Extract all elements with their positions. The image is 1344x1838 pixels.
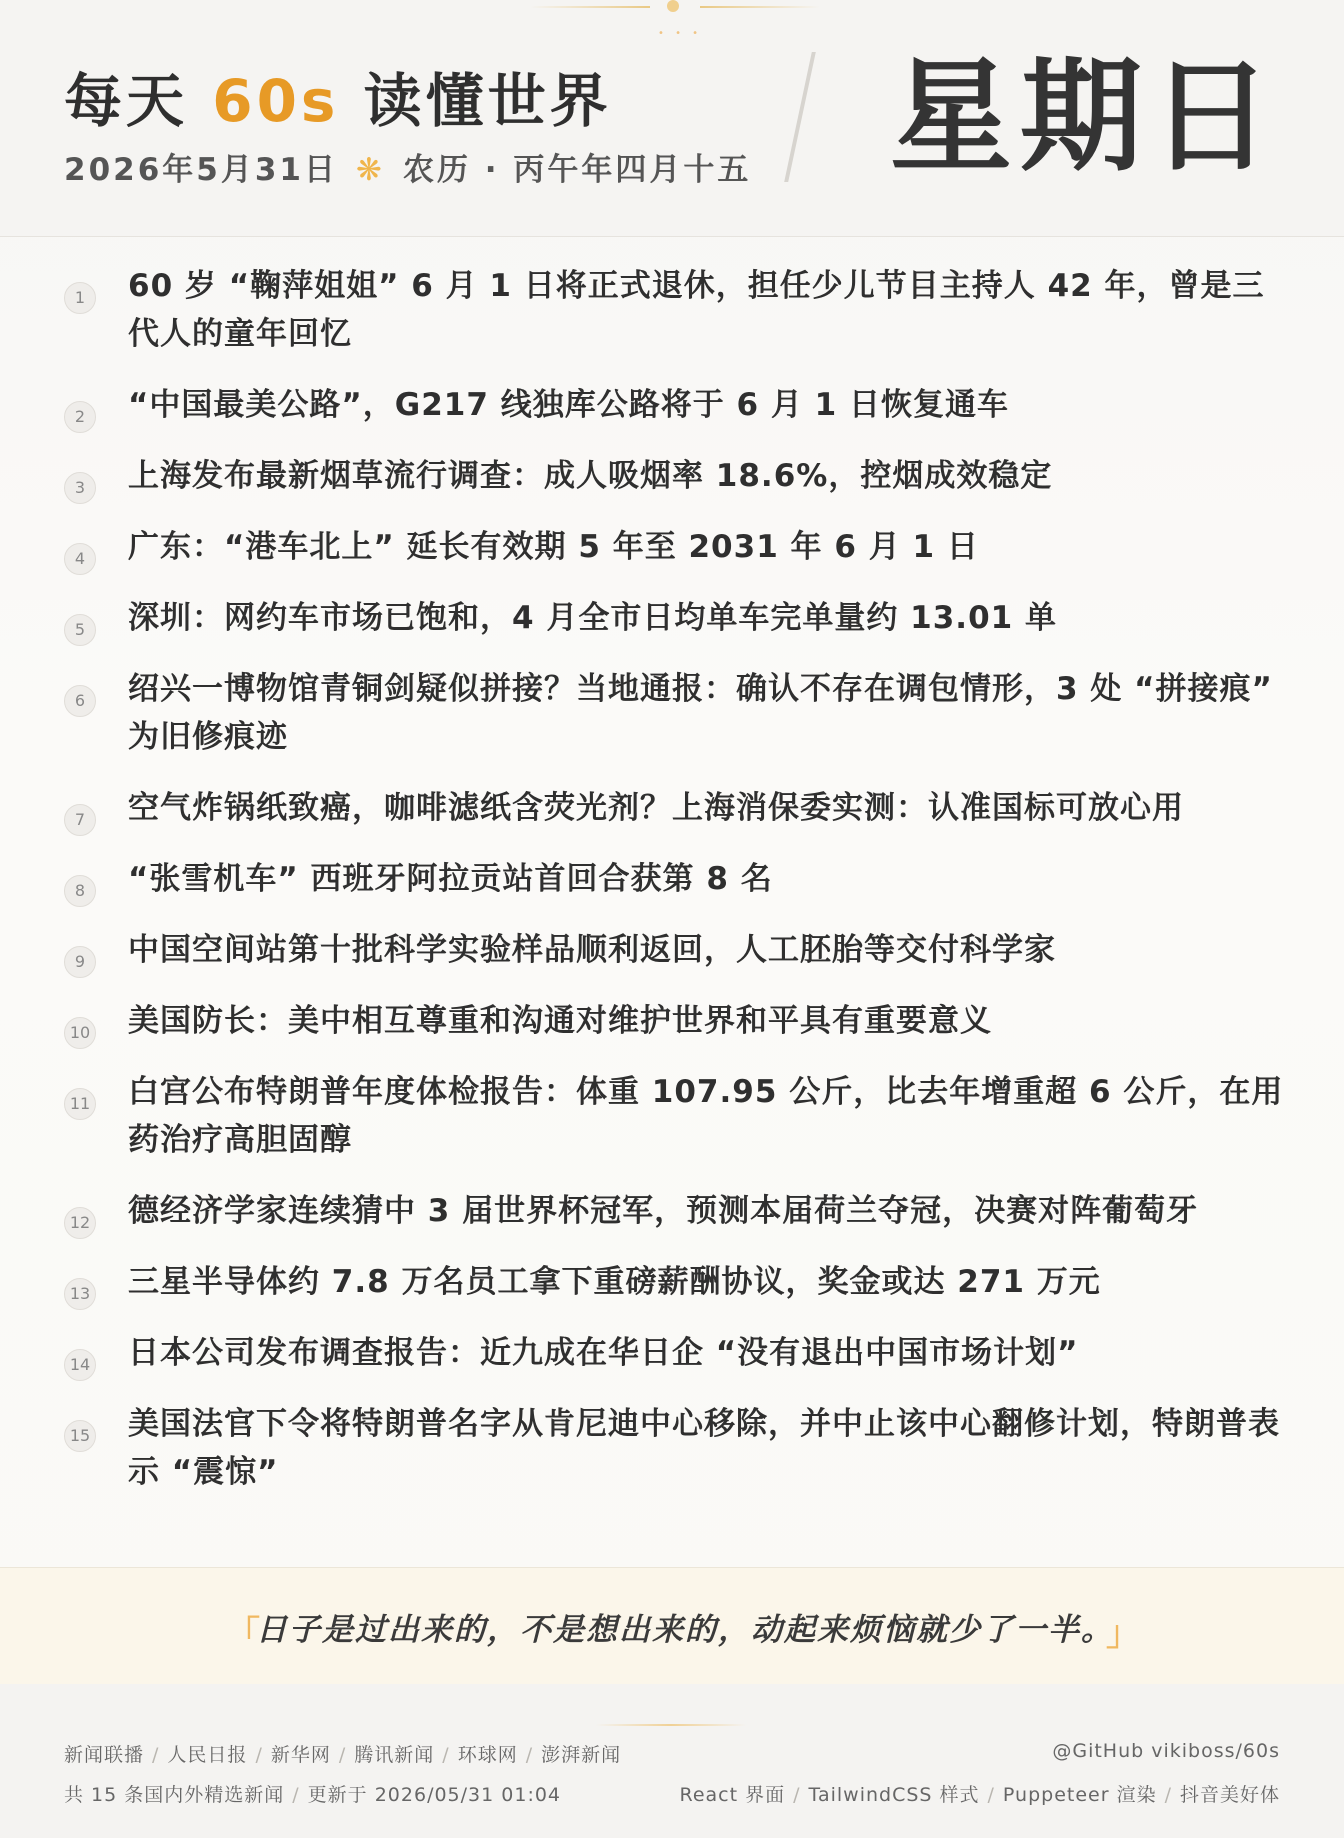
separator: / (793, 1784, 801, 1806)
news-number-badge: 5 (64, 614, 96, 646)
news-number-badge: 4 (64, 543, 96, 575)
news-item[interactable] (0, 1068, 1344, 1164)
separator: / (292, 1784, 300, 1806)
title-prefix: 每天 (64, 67, 189, 135)
news-headline: 深圳：网约车市场已饱和，4 月全市日均单车完单量约 13.01 单 (128, 600, 1058, 636)
header (0, 0, 1344, 237)
ornament-dots: • • • (658, 28, 703, 39)
separator: / (1164, 1784, 1172, 1806)
news-headline: “张雪机车” 西班牙阿拉贡站首回合获第 8 名 (128, 861, 773, 897)
title-suffix: 读懂世界 (363, 67, 612, 135)
top-ornament (530, 0, 820, 40)
footer (0, 1684, 1344, 1838)
news-item[interactable] (0, 594, 1344, 642)
star-icon: ❋ (356, 152, 385, 188)
tech-row (679, 1780, 1280, 1807)
news-headline: 绍兴一博物馆青铜剑疑似拼接？当地通报：确认不存在调包情形，3 处 “拼接痕” 为旧修痕迹 (128, 671, 1273, 755)
ornament-dot (667, 0, 679, 12)
news-number-badge: 14 (64, 1349, 96, 1381)
github-link[interactable]: @GitHub vikiboss/60s (1052, 1740, 1280, 1762)
news-headline: “中国最美公路”，G217 线独库公路将于 6 月 1 日恢复通车 (128, 387, 1010, 423)
tech-item: Puppeteer 渲染 (1002, 1784, 1157, 1806)
news-headline: 空气炸锅纸致癌，咖啡滤纸含荧光剂？上海消保委实测：认准国标可放心用 (128, 790, 1184, 826)
tech-item: 抖音美好体 (1179, 1784, 1280, 1806)
news-number-badge: 10 (64, 1017, 96, 1049)
news-headline: 上海发布最新烟草流行调查：成人吸烟率 18.6%，控烟成效稳定 (128, 458, 1053, 494)
news-item[interactable] (0, 665, 1344, 761)
date-row (64, 144, 751, 189)
news-headline: 美国法官下令将特朗普名字从肯尼迪中心移除，并中止该中心翻修计划，特朗普表示 “震惊” (128, 1406, 1280, 1490)
quote-text: 日子是过出来的，不是想出来的，动起来烦恼就少了一半。 (256, 1612, 1114, 1648)
updated-time: 更新于 2026/05/31 01:04 (307, 1784, 562, 1806)
news-headline: 美国防长：美中相互尊重和沟通对维护世界和平具有重要意义 (128, 1003, 992, 1039)
separator: / (338, 1744, 347, 1766)
news-item[interactable] (0, 1187, 1344, 1235)
source-name: 新闻联播 (64, 1744, 145, 1766)
source-name: 新华网 (270, 1744, 331, 1766)
footer-ornament (596, 1724, 746, 1726)
ornament-line-right (700, 6, 820, 8)
source-name: 澎湃新闻 (541, 1744, 622, 1766)
meta-row (64, 1780, 561, 1807)
news-number-badge: 3 (64, 472, 96, 504)
source-name: 人民日报 (167, 1744, 248, 1766)
news-number-badge: 8 (64, 875, 96, 907)
news-number-badge: 9 (64, 946, 96, 978)
news-number-badge: 12 (64, 1207, 96, 1239)
quote-band (0, 1567, 1344, 1685)
news-item[interactable] (0, 926, 1344, 974)
page-title (64, 54, 612, 138)
lunar-date: 农历 · 丙午年四月十五 (402, 152, 752, 188)
news-item[interactable] (0, 523, 1344, 571)
news-item[interactable] (0, 1329, 1344, 1377)
separator: / (987, 1784, 995, 1806)
separator: / (442, 1744, 450, 1766)
news-item[interactable] (0, 997, 1344, 1045)
title-accent: 60s (212, 67, 340, 135)
news-number-badge: 7 (64, 804, 96, 836)
news-headline: 白宫公布特朗普年度体检报告：体重 107.95 公斤，比去年增重超 6 公斤，在用药治疗高胆固醇 (128, 1074, 1284, 1158)
separator: / (525, 1744, 534, 1766)
separator: / (152, 1744, 160, 1766)
news-number-badge: 6 (64, 685, 96, 717)
tech-item: TailwindCSS 样式 (808, 1784, 980, 1806)
news-number-badge: 2 (64, 401, 96, 433)
news-headline: 日本公司发布调查报告：近九成在华日企 “没有退出中国市场计划” (128, 1335, 1079, 1371)
news-item[interactable] (0, 1258, 1344, 1306)
news-headline: 60 岁 “鞠萍姐姐” 6 月 1 日将正式退休，担任少儿节目主持人 42 年，曾是三代人的童年回忆 (128, 268, 1265, 352)
news-number-badge: 11 (64, 1088, 96, 1120)
news-number-badge: 15 (64, 1420, 96, 1452)
news-headline: 中国空间站第十批科学实验样品顺利返回，人工胚胎等交付科学家 (128, 932, 1056, 968)
news-item[interactable] (0, 452, 1344, 500)
news-headline: 德经济学家连续猜中 3 届世界杯冠军，预测本届荷兰夺冠，决赛对阵葡萄牙 (128, 1193, 1199, 1229)
sources-row (64, 1740, 621, 1767)
news-item[interactable] (0, 381, 1344, 429)
quote-close-mark: 」 (1106, 1614, 1140, 1654)
news-number-badge: 13 (64, 1278, 96, 1310)
news-item[interactable] (0, 1400, 1344, 1496)
news-list (0, 262, 1344, 1519)
news-item[interactable] (0, 784, 1344, 832)
gregorian-date: 2026年5月31日 (64, 152, 338, 188)
weekday: 星期日 (890, 46, 1280, 188)
tech-item: React 界面 (679, 1784, 786, 1806)
source-name: 环球网 (457, 1744, 518, 1766)
news-number-badge: 1 (64, 282, 96, 314)
source-name: 腾讯新闻 (354, 1744, 435, 1766)
news-item[interactable] (0, 262, 1344, 358)
news-headline: 三星半导体约 7.8 万名员工拿下重磅薪酬协议，奖金或达 271 万元 (128, 1264, 1101, 1300)
quote-open-mark: 「 (226, 1614, 260, 1654)
news-headline: 广东：“港车北上” 延长有效期 5 年至 2031 年 6 月 1 日 (128, 529, 979, 565)
ornament-line-left (530, 6, 650, 8)
slash-divider (784, 52, 816, 182)
separator: / (255, 1744, 263, 1766)
news-item[interactable] (0, 855, 1344, 903)
news-count: 共 15 条国内外精选新闻 (64, 1784, 285, 1806)
